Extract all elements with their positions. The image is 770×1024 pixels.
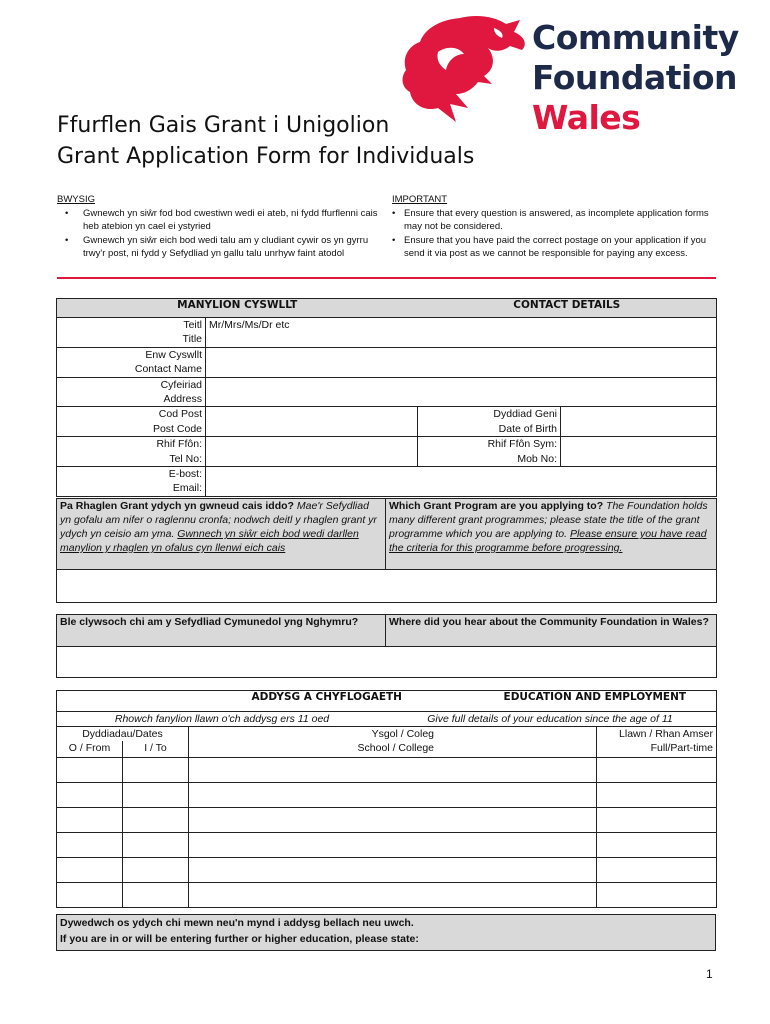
notes-english-heading: IMPORTANT <box>392 194 448 205</box>
education-heading-welsh: ADDYSG A CHYFLOGAETH <box>57 691 597 712</box>
further-welsh: Dywedwch os ydych chi mewn neu'n mynd i addysg bellach neu uwch. <box>60 917 414 929</box>
logo-line-community: Community <box>532 18 739 57</box>
education-mode-cell[interactable] <box>597 832 717 857</box>
notes-welsh-item: • Gwnewch yn siŵr eich bod wedi talu am y cludiant cywir os yn gyrru trwy'r post, ni fydd y Sefydliad yn gallu talu unrhyw faint atodol <box>57 234 387 261</box>
notes-english-item: • Ensure that you have paid the correct postage on your application if you send it via post as we cannot be responsible for paying any excess. <box>392 234 716 261</box>
contact-heading-english: CONTACT DETAILS <box>418 299 717 318</box>
title-hint: Mr/Mrs/Ms/Dr etc <box>209 319 290 331</box>
education-mode-cell[interactable] <box>597 857 717 882</box>
education-school-cell[interactable] <box>189 882 597 907</box>
education-to-cell[interactable] <box>123 807 189 832</box>
mob-label: Rhif Ffôn Sym: Mob No: <box>418 437 561 467</box>
education-from-cell[interactable] <box>57 757 123 782</box>
program-english-underlined: Please ensure you have read the criteria for this programme before progressing. <box>389 528 707 554</box>
title-welsh: Ffurflen Gais Grant i Unigolion <box>57 113 390 138</box>
logo <box>398 12 743 137</box>
notes-welsh-item: • Gwnewch yn siŵr fod bod cwestiwn wedi ei ateb, ni fydd ffurflenni cais heb atebion yn cael ei ystyried <box>57 207 387 234</box>
notes-english <box>392 193 716 261</box>
school-label: Ysgol / Coleg School / College <box>189 727 597 758</box>
education-subheading <box>57 712 717 727</box>
education-to-cell[interactable] <box>123 857 189 882</box>
contact-table <box>56 298 717 497</box>
mob-field[interactable] <box>561 437 717 467</box>
dates-label: Dyddiadau/Dates <box>57 727 189 742</box>
tel-label: Rhif Ffôn: Tel No: <box>57 437 206 467</box>
education-sub-welsh: Rhowch fanylion llawn o'ch addysg ers 11 oed <box>114 713 330 725</box>
education-school-cell[interactable] <box>189 857 597 882</box>
education-heading-english: EDUCATION AND EMPLOYMENT <box>597 691 717 712</box>
notes-welsh <box>57 193 387 261</box>
logo-line-foundation: Foundation <box>532 58 738 97</box>
title-field[interactable] <box>206 318 717 348</box>
program-answer-field[interactable] <box>57 570 717 603</box>
page-number: 1 <box>706 967 713 981</box>
education-table <box>56 690 717 908</box>
program-welsh-italic: Mae'r Sefydliad yn gofalu am nifer o raglennu cronfa; nodwch deitl y rhaglen grant yr ydych yn ceisio am yma. <box>60 500 377 540</box>
dragon-icon <box>398 12 530 130</box>
further-table <box>56 914 716 951</box>
education-mode-cell[interactable] <box>597 782 717 807</box>
logo-line-wales: Wales <box>532 98 641 137</box>
name-label: Enw Cyswllt Contact Name <box>57 347 206 377</box>
name-field[interactable] <box>206 347 717 377</box>
education-from-cell[interactable] <box>57 782 123 807</box>
contact-heading-welsh: MANYLION CYSWLLT <box>57 299 418 318</box>
education-from-cell[interactable] <box>57 807 123 832</box>
hear-answer-field[interactable] <box>57 647 717 678</box>
title-english: Grant Application Form for Individuals <box>57 144 475 169</box>
program-question-welsh <box>57 499 386 570</box>
education-from-cell[interactable] <box>57 882 123 907</box>
education-from-cell[interactable] <box>57 857 123 882</box>
education-to-cell[interactable] <box>123 782 189 807</box>
tel-field[interactable] <box>206 437 418 467</box>
hear-table <box>56 614 717 678</box>
program-english-italic: The Foundation holds many different grant programmes; please state the title of the grant programme which you are applying to. <box>389 500 708 540</box>
email-label: E-bost: Email: <box>57 467 206 497</box>
education-school-cell[interactable] <box>189 757 597 782</box>
address-field[interactable] <box>206 377 717 407</box>
education-to-cell[interactable] <box>123 882 189 907</box>
program-welsh-bold: Pa Rhaglen Grant ydych yn gwneud cais iddo? <box>60 500 294 512</box>
further-question <box>57 915 716 951</box>
further-english: If you are in or will be entering further or higher education, please state: <box>60 933 419 945</box>
education-from-cell[interactable] <box>57 832 123 857</box>
email-field[interactable] <box>206 467 717 497</box>
program-question-english <box>386 499 717 570</box>
from-label: O / From <box>57 741 123 757</box>
dob-label: Dyddiad Geni Date of Birth <box>418 407 561 437</box>
to-label: I / To <box>123 741 189 757</box>
program-table <box>56 498 717 603</box>
dob-field[interactable] <box>561 407 717 437</box>
title-label: Teitl Title <box>57 318 206 348</box>
education-mode-cell[interactable] <box>597 807 717 832</box>
hear-question-welsh: Ble clywsoch chi am y Sefydliad Cymunedol yng Nghymru? <box>57 615 386 647</box>
education-mode-cell[interactable] <box>597 882 717 907</box>
education-sub-english: Give full details of your education since the age of 11 <box>427 713 673 725</box>
notes-english-item: • Ensure that every question is answered, as incomplete application forms may not be considered. <box>392 207 716 234</box>
education-to-cell[interactable] <box>123 757 189 782</box>
education-school-cell[interactable] <box>189 832 597 857</box>
education-to-cell[interactable] <box>123 832 189 857</box>
address-label: Cyfeiriad Address <box>57 377 206 407</box>
mode-label: Llawn / Rhan Amser Full/Part-time <box>597 727 717 758</box>
education-school-cell[interactable] <box>189 807 597 832</box>
notes-welsh-heading: BWYSIG <box>57 194 96 205</box>
program-welsh-underlined: Gwnnech yn siŵr eich bod wedi darllen manylion y rhaglen yn ofalus cyn llenwi eich cais <box>60 528 359 554</box>
program-english-bold: Which Grant Program are you applying to? <box>389 500 604 512</box>
postcode-field[interactable] <box>206 407 418 437</box>
education-school-cell[interactable] <box>189 782 597 807</box>
divider <box>57 277 716 279</box>
postcode-label: Cod Post Post Code <box>57 407 206 437</box>
hear-question-english: Where did you hear about the Community Foundation in Wales? <box>386 615 717 647</box>
education-mode-cell[interactable] <box>597 757 717 782</box>
